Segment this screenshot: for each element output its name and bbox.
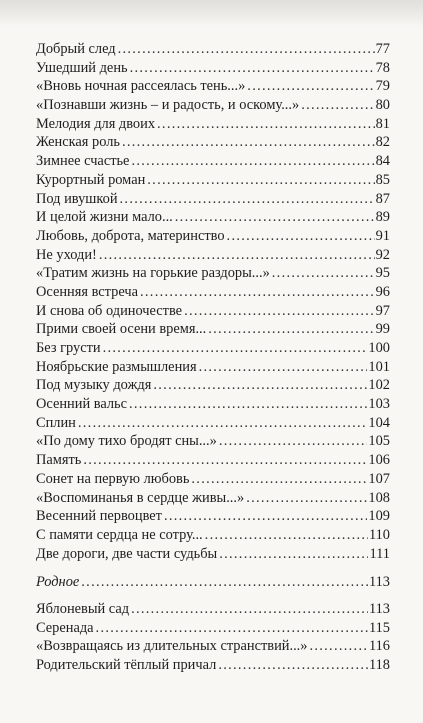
toc-entry — [36, 171, 390, 190]
toc-entry-page: 91 — [375, 227, 390, 244]
toc-section-heading — [36, 573, 390, 592]
toc-entry — [36, 208, 390, 227]
toc-entry-title: Память — [36, 452, 82, 469]
toc-entry-title: «Возвращаясь из длительных странствий...» — [36, 638, 308, 655]
toc-entry-page: 89 — [375, 209, 390, 226]
toc-entry — [36, 507, 390, 526]
toc-leader-dots — [99, 246, 375, 265]
toc-entry-title: Яблоневый сад — [36, 600, 130, 617]
toc-leader-dots — [247, 77, 374, 96]
toc-entry-title: «По дому тихо бродят сны...» — [36, 433, 217, 450]
toc-leader-dots — [175, 208, 375, 227]
toc-entry-title: Зимнее счастье — [36, 153, 130, 170]
toc-entry — [36, 489, 390, 508]
toc-entry — [36, 227, 390, 246]
toc-leader-dots — [184, 302, 375, 321]
toc-entry-title: Сонет на первую любовь — [36, 470, 190, 487]
toc-entry-page: 105 — [368, 433, 390, 450]
toc-entry-page: 96 — [375, 283, 390, 300]
toc-entry — [36, 432, 390, 451]
toc-entry-page: 87 — [375, 190, 390, 207]
toc-entry — [36, 600, 390, 619]
toc-entry-title: Под ивушкой — [36, 190, 118, 207]
toc-entry — [36, 59, 390, 78]
toc-entry-page: 92 — [375, 246, 390, 263]
toc-leader-dots — [246, 489, 367, 508]
toc-entry-page: 79 — [375, 78, 390, 95]
toc-entry-page: 99 — [375, 321, 390, 338]
toc-entry — [36, 637, 390, 656]
toc-entry-page: 85 — [375, 171, 390, 188]
toc-entry-page: 107 — [368, 470, 390, 487]
toc-entry-page: 104 — [368, 414, 390, 431]
toc-entry-title: «Воспоминанья в сердце живы...» — [36, 489, 245, 506]
toc-entry — [36, 339, 390, 358]
toc-entry-title: Две дороги, две части судьбы — [36, 545, 218, 562]
table-of-contents — [36, 40, 390, 675]
toc-entry-page: 97 — [375, 302, 390, 319]
toc-entry-title: Без грусти — [36, 340, 101, 356]
toc-leader-dots — [130, 59, 375, 78]
toc-entry — [36, 246, 390, 265]
toc-entry — [36, 320, 390, 339]
toc-leader-dots — [81, 573, 368, 592]
toc-leader-dots — [153, 376, 367, 395]
toc-entry-page: 84 — [375, 153, 390, 170]
toc-entry-title: Родительский тёплый причал — [36, 657, 217, 673]
toc-leader-dots — [199, 358, 368, 377]
toc-entry — [36, 656, 390, 675]
toc-entry-title: Сплин — [36, 414, 76, 431]
toc-entry-title: Ноябрьские размышления — [36, 358, 197, 375]
toc-entry-title: Не уходи! — [36, 246, 97, 263]
toc-entry-title: Мелодия для двоих — [36, 115, 156, 132]
toc-leader-dots — [218, 656, 368, 675]
toc-entry — [36, 115, 390, 134]
toc-entry-title: И целой жизни мало... — [36, 209, 173, 226]
toc-entry-page: 108 — [368, 489, 390, 506]
toc-entry-title: Женская роль — [36, 134, 120, 151]
toc-entry — [36, 451, 390, 470]
toc-entry-title: С памяти сердца не сотру... — [36, 526, 203, 543]
toc-entry-title: Курортный роман — [36, 171, 146, 188]
toc-leader-dots — [131, 152, 374, 171]
toc-leader-dots — [157, 115, 375, 134]
toc-entry-page: 118 — [368, 657, 390, 673]
toc-entry — [36, 264, 390, 283]
toc-leader-dots — [219, 432, 368, 451]
toc-leader-dots — [205, 526, 368, 545]
toc-leader-dots — [140, 283, 375, 302]
toc-entry-page: 110 — [368, 526, 390, 543]
toc-leader-dots — [227, 227, 375, 246]
toc-entry — [36, 545, 390, 564]
previous-page-bleed — [0, 0, 423, 26]
toc-entry-page: 81 — [375, 115, 390, 132]
toc-entry — [36, 526, 390, 545]
toc-leader-dots — [129, 395, 367, 414]
toc-entry — [36, 395, 390, 414]
toc-entry-title: Прими своей осени время... — [36, 321, 207, 338]
toc-leader-dots — [164, 507, 367, 526]
toc-entry-page: 95 — [375, 265, 390, 282]
toc-section-page: 113 — [368, 574, 390, 591]
toc-entry-title: Под музыку дождя — [36, 377, 152, 394]
toc-entry — [36, 414, 390, 433]
toc-entry-title: И снова об одиночестве — [36, 302, 183, 319]
toc-leader-dots — [191, 470, 367, 489]
toc-leader-dots — [83, 451, 367, 470]
toc-leader-dots — [96, 619, 368, 638]
toc-entry-title: «Познавши жизнь – и радость, и оскому...» — [36, 97, 300, 114]
toc-leader-dots — [301, 96, 374, 115]
toc-entry — [36, 190, 390, 209]
toc-entry — [36, 376, 390, 395]
toc-entry-title: Добрый след — [36, 41, 116, 57]
toc-entry-title: Весенний первоцвет — [36, 508, 162, 525]
toc-entry-title: Ушедший день — [36, 59, 128, 76]
toc-leader-dots — [122, 133, 375, 152]
toc-entry-page: 103 — [368, 396, 390, 413]
toc-entry-page: 113 — [368, 600, 390, 617]
toc-entry-title: «Тратим жизнь на горькие раздоры...» — [36, 265, 270, 282]
toc-entry — [36, 133, 390, 152]
toc-entry-page: 111 — [369, 545, 390, 562]
toc-leader-dots — [272, 264, 375, 283]
toc-entry-title: «Вновь ночная рассеялась тень...» — [36, 78, 246, 95]
toc-entry-title: Осенняя встреча — [36, 283, 138, 300]
toc-entry-page: 102 — [368, 377, 390, 394]
toc-entry-title: Осенний вальс — [36, 396, 127, 413]
toc-leader-dots — [120, 190, 375, 209]
toc-leader-dots — [131, 600, 368, 619]
toc-entry-page: 82 — [375, 134, 390, 151]
toc-entry-page: 109 — [368, 508, 390, 525]
toc-entry-page: 101 — [368, 358, 390, 375]
toc-entry — [36, 470, 390, 489]
toc-entry-title: Любовь, доброта, материнство — [36, 227, 225, 244]
toc-entry-page: 106 — [368, 452, 390, 469]
toc-leader-dots — [118, 40, 375, 59]
toc-entry — [36, 358, 390, 377]
toc-entry-title: Серенада — [36, 619, 94, 636]
toc-entry-page: 100 — [368, 340, 390, 356]
toc-entry-page: 115 — [368, 619, 390, 636]
toc-entry — [36, 152, 390, 171]
toc-section-list — [36, 600, 390, 675]
toc-leader-dots — [309, 637, 367, 656]
toc-entry — [36, 40, 390, 59]
toc-entry — [36, 283, 390, 302]
toc-leader-dots — [147, 171, 374, 190]
toc-main-list — [36, 40, 390, 563]
toc-entry-page: 78 — [375, 59, 390, 76]
toc-entry — [36, 302, 390, 321]
toc-entry — [36, 96, 390, 115]
toc-entry — [36, 77, 390, 96]
section-spacer — [36, 592, 390, 600]
toc-section-title: Родное — [36, 574, 80, 591]
toc-leader-dots — [219, 545, 368, 564]
toc-leader-dots — [208, 320, 374, 339]
section-spacer — [36, 563, 390, 573]
toc-entry-page: 116 — [368, 638, 390, 655]
toc-leader-dots — [78, 414, 368, 433]
toc-entry — [36, 619, 390, 638]
toc-leader-dots — [103, 339, 368, 358]
toc-entry-page: 77 — [375, 41, 390, 57]
toc-entry-page: 80 — [375, 97, 390, 114]
